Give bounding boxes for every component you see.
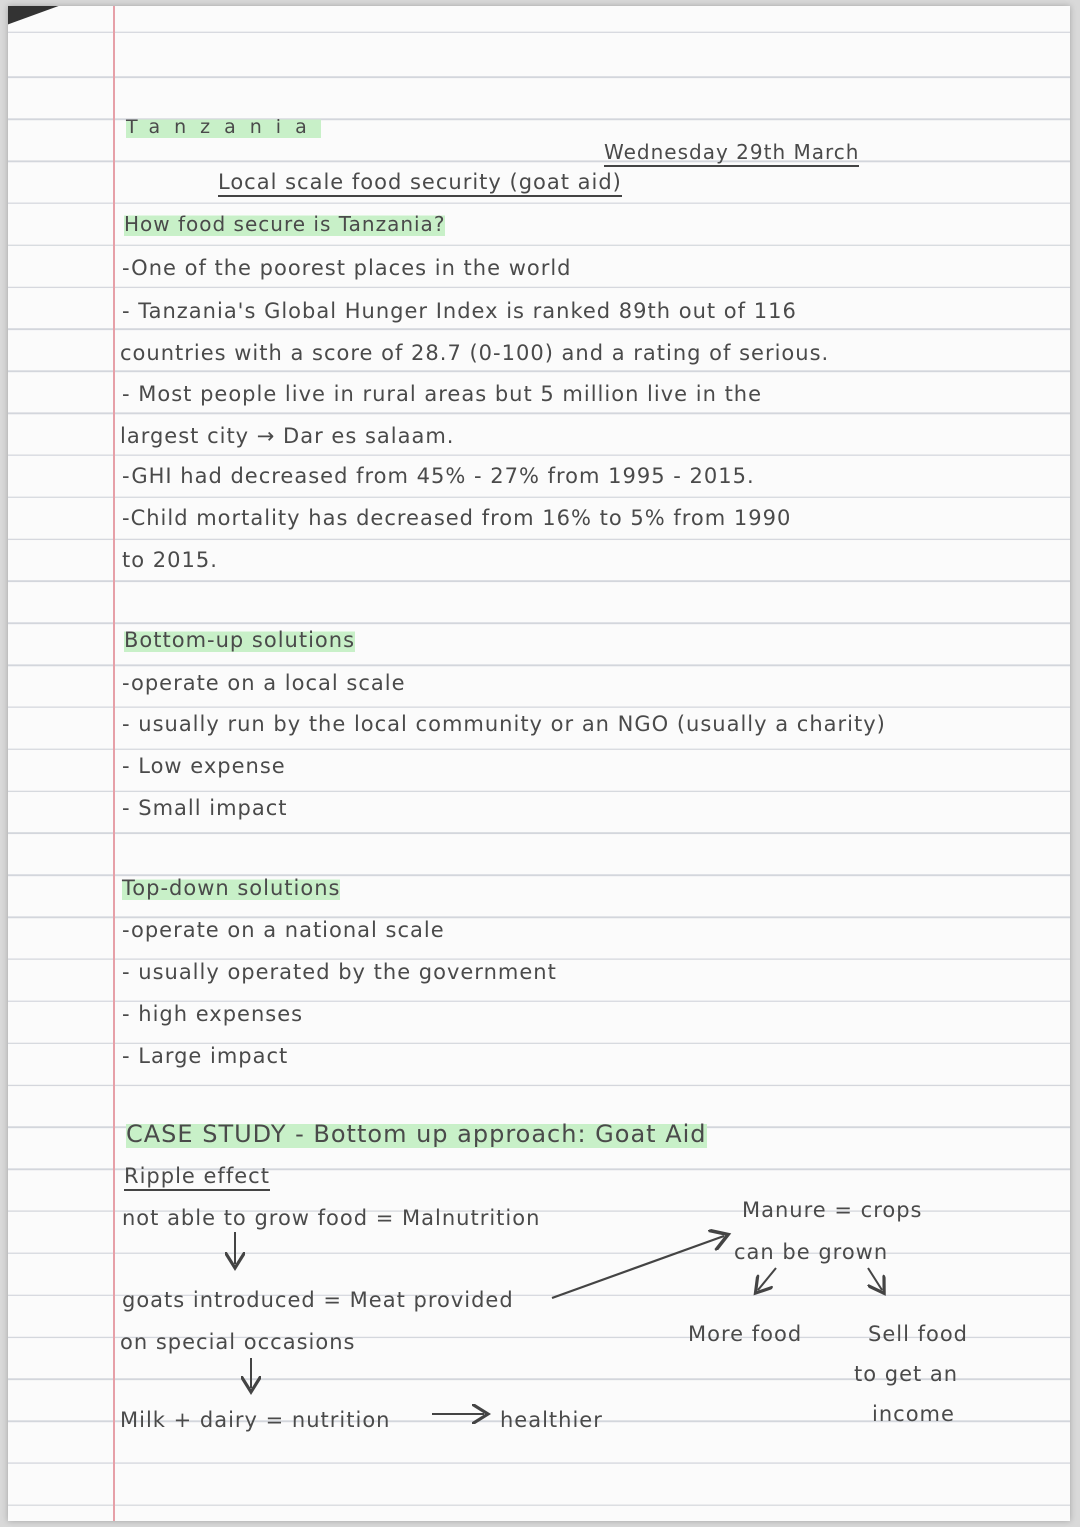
date: Wednesday 29th March xyxy=(604,140,859,167)
diagram-node-sell-food-line3: income xyxy=(872,1402,955,1426)
text-line: - Tanzania's Global Hunger Index is ranked 89th out of 116 xyxy=(122,299,797,323)
text-line: - Low expense xyxy=(122,754,286,778)
diagram-node-manure-line2: can be grown xyxy=(734,1240,889,1264)
text-line: to 2015. xyxy=(122,548,218,572)
arrow-down-right-icon xyxy=(868,1268,882,1290)
diagram-node-sell-food: Sell food xyxy=(868,1322,969,1346)
text-line: countries with a score of 28.7 (0-100) and a rating of serious. xyxy=(120,341,830,365)
arrow-down-left-icon xyxy=(758,1268,776,1290)
text-line: - Small impact xyxy=(122,796,288,820)
text-line: -operate on a local scale xyxy=(122,671,406,695)
diagram-node-more-food: More food xyxy=(688,1322,803,1346)
text-line: -Child mortality has decreased from 16% to 5% from 1990 xyxy=(122,506,792,530)
text-line: - Most people live in rural areas but 5 million live in the xyxy=(122,382,763,406)
text-line: - usually run by the local community or an NGO (usually a charity) xyxy=(122,712,886,736)
diagram-node-not-able: not able to grow food = Malnutrition xyxy=(122,1206,541,1230)
notebook-page xyxy=(8,6,1070,1521)
page-subtitle: Local scale food security (goat aid) xyxy=(218,170,622,197)
page-corner-shadow xyxy=(8,6,68,36)
diagram-node-manure: Manure = crops xyxy=(742,1198,923,1222)
text-line: - Large impact xyxy=(122,1044,289,1068)
section-heading-bottom-up: Bottom-up solutions xyxy=(124,628,356,652)
section-question: How food secure is Tanzania? xyxy=(124,212,446,236)
case-study-heading: CASE STUDY - Bottom up approach: Goat Aid xyxy=(126,1120,707,1148)
margin-line xyxy=(113,6,115,1521)
ripple-effect-label: Ripple effect xyxy=(124,1164,270,1191)
diagram-node-sell-food-line2: to get an xyxy=(854,1362,959,1386)
text-line: - usually operated by the government xyxy=(122,960,557,984)
diagram-node-healthier: healthier xyxy=(500,1408,603,1432)
diagram-node-milk: Milk + dairy = nutrition xyxy=(120,1408,391,1432)
page-title: Tanzania xyxy=(126,116,321,138)
arrow-diagonal-icon xyxy=(552,1236,724,1298)
diagram-node-goats-line2: on special occasions xyxy=(120,1330,356,1354)
diagram-node-goats: goats introduced = Meat provided xyxy=(122,1288,514,1312)
text-line: -operate on a national scale xyxy=(122,918,445,942)
text-line: - high expenses xyxy=(122,1002,304,1026)
text-line: -GHI had decreased from 45% - 27% from 1995 - 2015. xyxy=(122,464,755,488)
text-line: -One of the poorest places in the world xyxy=(122,256,572,280)
section-heading-top-down: Top-down solutions xyxy=(122,876,341,900)
text-line: largest city → Dar es salaam. xyxy=(120,424,455,448)
